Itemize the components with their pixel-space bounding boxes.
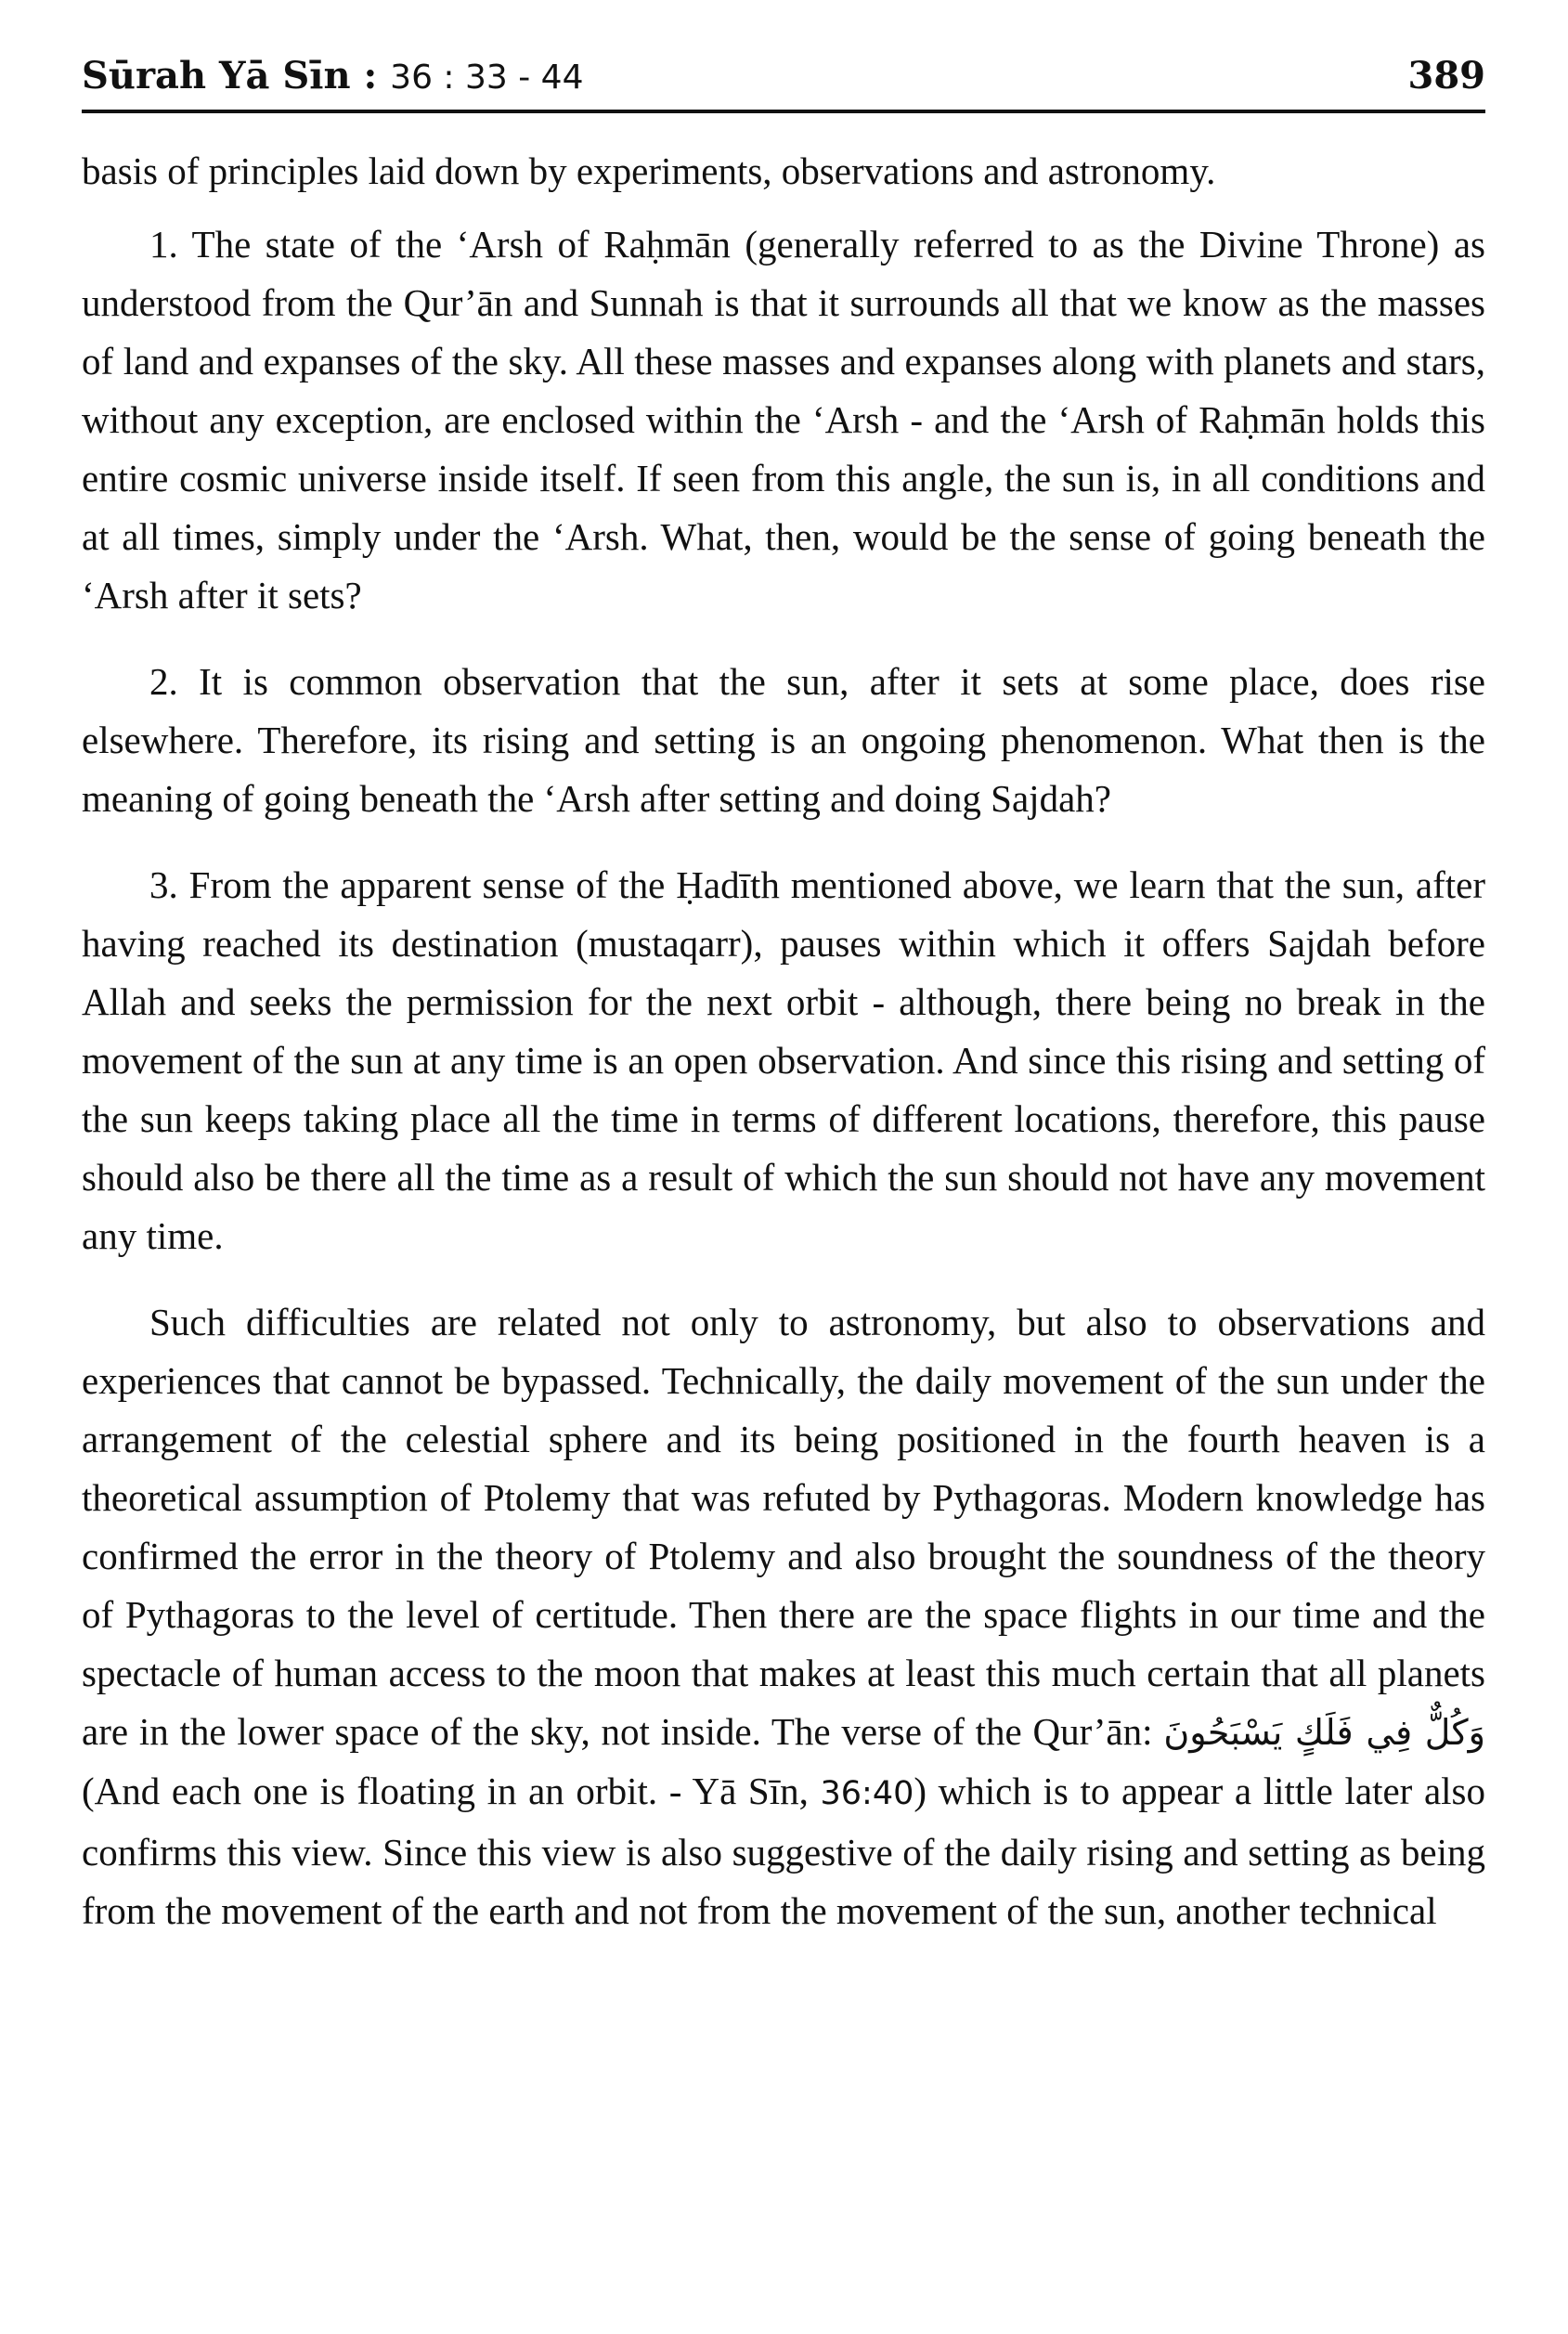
body-text: [82, 142, 1485, 1940]
page-number: 389: [1407, 54, 1485, 97]
paragraph-difficulties: [82, 1293, 1485, 1940]
verse-range: 36 : 33 - 44: [390, 58, 584, 97]
verse-reference: 36:40: [820, 1775, 914, 1812]
paragraph-text-after: ) which is to appear a little later also confirms this view. Since this view is also suggestive of the daily rising and setting as being from the movement of the earth and not from the movement of the sun, another technical: [82, 1770, 1485, 1932]
header-divider: [82, 110, 1485, 113]
paragraph-text-before: Such difficulties are related not only to astronomy, but also to observations and experiences that cannot be bypassed. Technically, the daily movement of the sun under the arrangement of the celestial sphere and its being positioned in the fourth heaven is a theoretical assumption of Ptolemy that was refuted by Pythagoras. Modern knowledge has confirmed the error in the theory of Ptolemy and also brought the soundness of the theory of Pythagoras to the level of certitude. Then there are the space flights in our time and the spectacle of human access to the moon that makes at least this much certain that all planets are in the lower space of the sky, not inside. The verse of the Qur’ān:: [82, 1301, 1485, 1753]
running-header: [82, 48, 1485, 104]
paragraph-continuation: basis of principles laid down by experiments, observations and astronomy.: [82, 149, 1216, 192]
paragraph-point-2: 2. It is common observation that the sun, after it sets at some place, does rise elsewhere. Therefore, its rising and setting is an ongoing phenomenon. What then is the meaning of going beneath the ‘Arsh after setting and doing Sajdah?: [82, 660, 1485, 820]
paragraph-point-1: 1. The state of the ‘Arsh of Raḥmān (generally referred to as the Divine Throne) as understood from the Qur’ān and Sunnah is that it surrounds all that we know as the masses of land and expanses of the sky. All these masses and expanses along with planets and stars, without any exception, are enclosed within the ‘Arsh - and the ‘Arsh of Raḥmān holds this entire cosmic universe inside itself. If seen from this angle, the sun is, in all conditions and at all times, simply under the ‘Arsh. What, then, would be the sense of going beneath the ‘Arsh after it sets?: [82, 223, 1485, 616]
surah-name: Sūrah Yā Sīn :: [82, 54, 378, 97]
quran-verse-arabic: وَكُلٌّ فِي فَلَكٍ يَسْبَحُونَ: [1163, 1712, 1485, 1753]
paragraph-text-middle: (And each one is floating in an orbit. - Yā Sīn,: [82, 1770, 821, 1812]
chapter-title: [82, 48, 584, 106]
paragraph-point-3: 3. From the apparent sense of the Ḥadīth mentioned above, we learn that the sun, after having reached its destination (mustaqarr), pauses within which it offers Sajdah before Allah and seeks the permission for the next orbit - although, there being no break in the movement of the sun at any time is an open observation. And since this rising and setting of the sun keeps taking place all the time in terms of different locations, therefore, this pause should also be there all the time as a result of which the sun should not have any movement any time.: [82, 863, 1485, 1257]
